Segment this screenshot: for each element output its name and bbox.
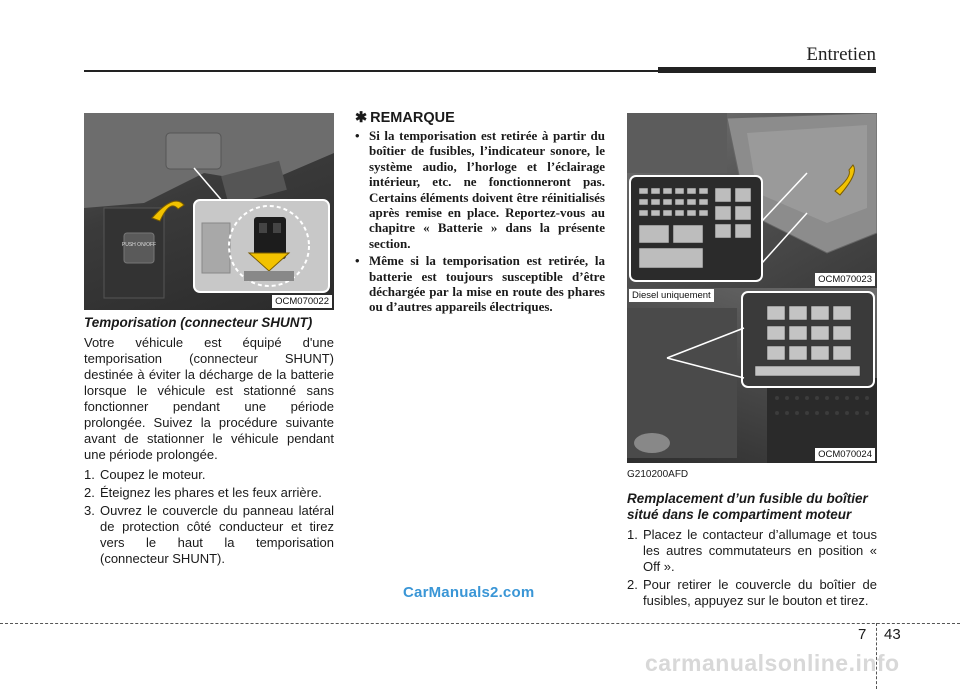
diesel-fusebox-figure (627, 288, 877, 463)
section-title: Entretien (806, 44, 876, 65)
list-item: • Même si la temporisation est retirée, la batterie est toujours susceptible d’être déchargée par la mise en route des phares ou d’autres appareils électriques. (355, 253, 605, 315)
note-list (355, 128, 605, 315)
start-button-text: PUSH ON/OFF (121, 242, 157, 248)
list-item: 2. Pour retirer le couvercle du boîtier de fusibles, appuyez sur le bouton et tirez. (627, 577, 877, 608)
figure-code: OCM070022 (272, 295, 332, 308)
list-item: 3. Ouvrez le couvercle du panneau latéral de protection côté conducteur et tirez vers le haut la temporisation (connecteur SHUNT). (84, 503, 334, 566)
figure-code: OCM070023 (815, 273, 875, 286)
fusebox-illustration (627, 113, 877, 288)
list-item: 1. Coupez le moteur. (84, 467, 206, 482)
footer-rule (0, 623, 960, 624)
bullet-icon: • (355, 253, 360, 269)
header-rule-thick (658, 67, 876, 73)
shunt-section (84, 315, 334, 569)
diesel-label: Diesel uniquement (629, 289, 714, 302)
header-rule (84, 70, 658, 72)
list-item: 2. Éteignez les phares et les feux arrière. (84, 485, 322, 500)
list-item: 1. Placez le contacteur d’allumage et tous les autres commutateurs en position « Off ». (627, 527, 877, 574)
shunt-connector-figure (84, 113, 334, 310)
shunt-heading: Temporisation (connecteur SHUNT) (84, 315, 313, 330)
fuse-replacement-heading: Remplacement d’un fusible du boîtier situé dans le compartiment moteur (627, 491, 868, 522)
fusebox-figure (627, 113, 877, 288)
page-number: 43 (884, 626, 901, 643)
chapter-number: 7 (858, 626, 867, 643)
shunt-steps (84, 467, 334, 567)
note-section (355, 110, 605, 317)
shunt-paragraph: Votre véhicule est équipé d'une temporisation (connecteur SHUNT) destinée à éviter la décharge de la batterie lorsque le véhicule est stationné sans fonctionner pendant une période prolongée. Suivez la procédure suivante avant de stationner le véhicule pendant une période prolongée. (84, 335, 334, 462)
bullet-icon: • (355, 128, 360, 143)
note-star-icon: ✱ (355, 110, 368, 126)
figure-code: OCM070024 (815, 448, 875, 461)
list-item: • Si la temporisation est retirée à partir du boîtier de fusibles, l’indicateur sonore, le système audio, l’horloge et l’éclairage intérieur, etc. ne fonctionneront pas. Certains éléments doivent être réinitialisés après remise en place. Reportez-vous au chapitre « Batterie » dans la présente section. (355, 128, 605, 251)
shunt-illustration (84, 113, 334, 310)
note-title: ✱ REMARQUE (355, 110, 455, 126)
watermark-link[interactable]: CarManuals2.com (403, 584, 535, 601)
section-code: G210200AFD (627, 469, 689, 480)
diesel-fusebox-illustration (627, 288, 877, 463)
footer-site-watermark: carmanualsonline.info (645, 650, 900, 676)
fuse-steps (627, 527, 877, 609)
fuse-replacement-section (627, 467, 877, 611)
